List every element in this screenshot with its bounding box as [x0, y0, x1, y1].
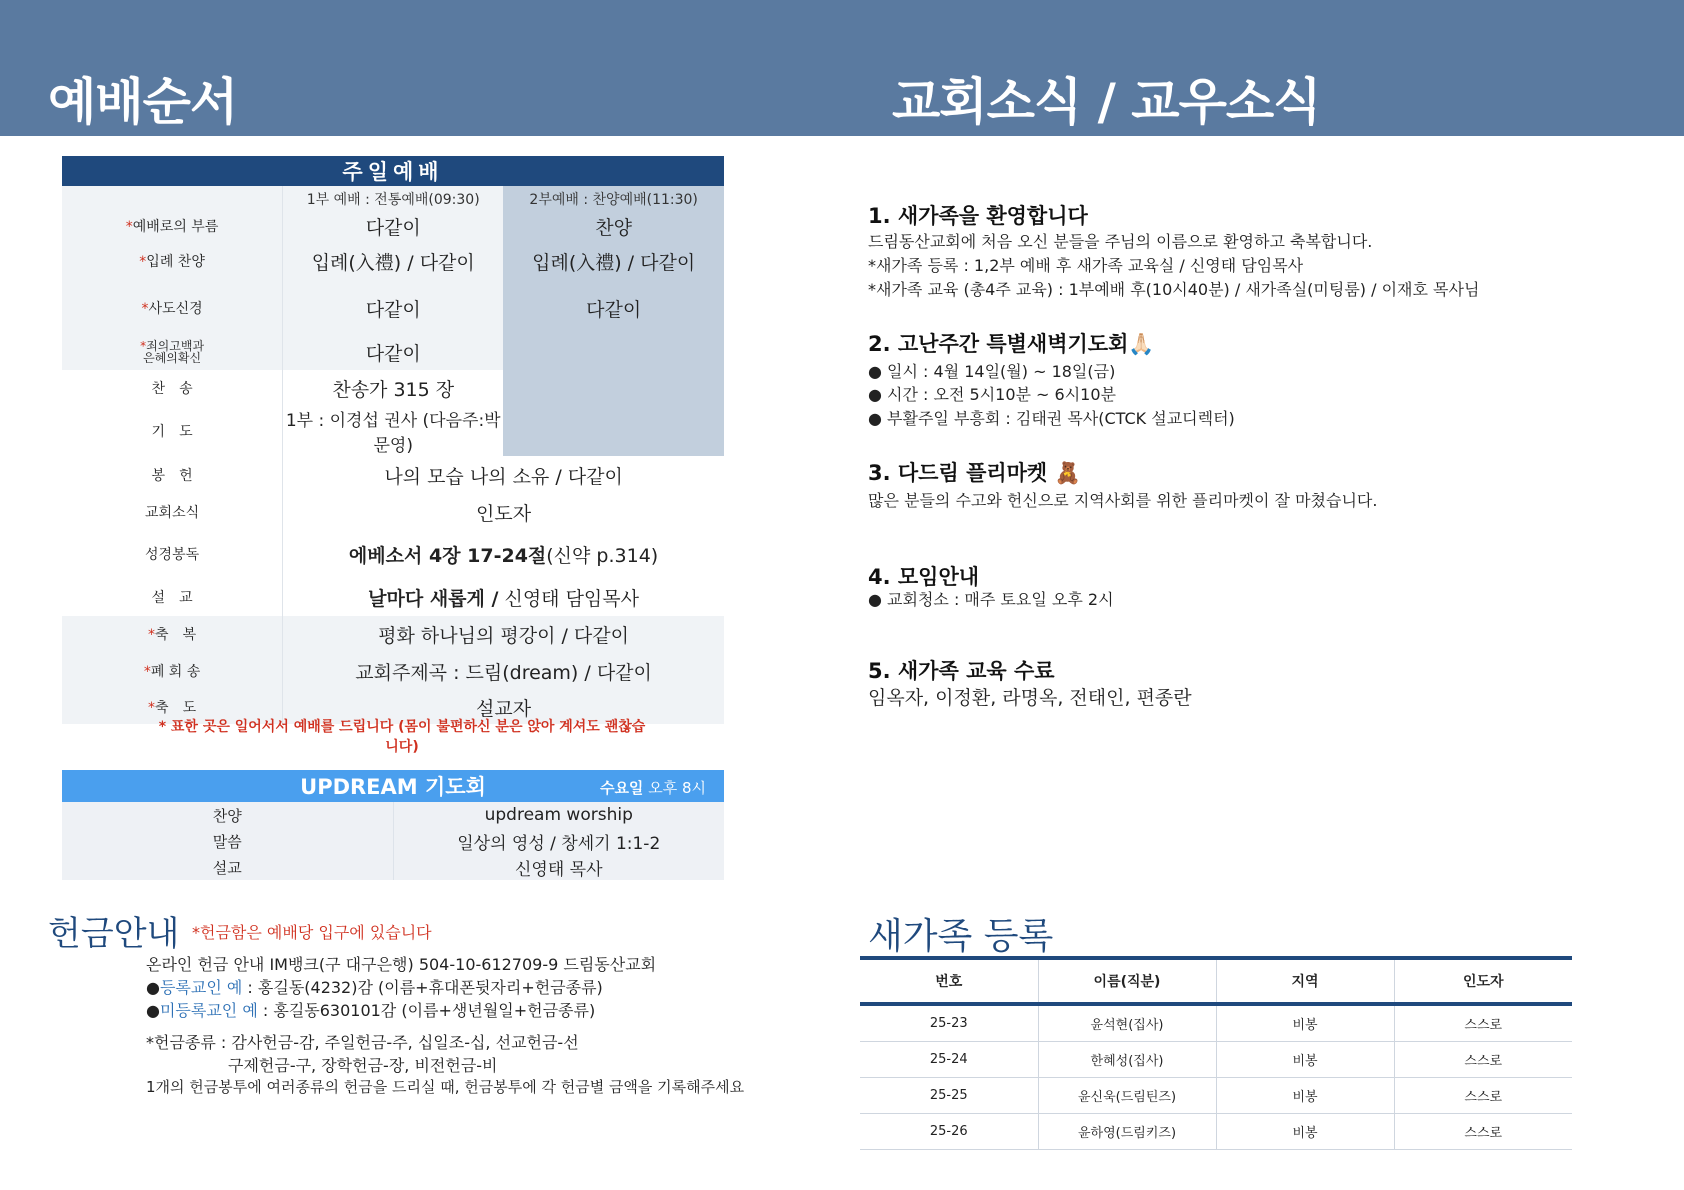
new-family-title: 새가족 등록: [868, 916, 1054, 957]
row-label: 성경봉독: [62, 530, 283, 578]
column-header: 이름(직분): [1038, 958, 1216, 1004]
row-label: *축 도: [62, 690, 283, 724]
row-label: 기 도: [62, 406, 283, 456]
row-label: 설 교: [62, 578, 283, 616]
news3-title: 3. 다드림 플리마켓 🧸: [868, 461, 1081, 485]
updream-row-label: 말씀: [62, 828, 393, 854]
news2-title: 2. 고난주간 특별새벽기도회🙏🏻: [868, 332, 1155, 356]
cell-region: 비봉: [1216, 1042, 1394, 1078]
row-label: *입례 찬양: [62, 240, 283, 282]
cell-guide: 스스로: [1394, 1078, 1572, 1114]
updream-row-label: 찬양: [62, 802, 393, 828]
column-header: 인도자: [1394, 958, 1572, 1004]
table-row: [860, 1078, 1572, 1114]
news1-line: *새가족 등록 : 1,2부 예배 후 새가족 교육실 / 신영태 담임목사: [868, 256, 1304, 275]
sunday-worship-title: 주일예배: [62, 156, 724, 186]
cell-guide: 스스로: [1394, 1114, 1572, 1150]
news1-line: *새가족 교육 (총4주 교육) : 1부예배 후(10시40분) / 새가족실(미팅룸) / 이재호 목사님: [868, 280, 1480, 299]
cell-name: 윤신욱(드림틴즈): [1038, 1078, 1216, 1114]
row-value: 인도자: [283, 494, 724, 530]
cell-number: 25-23: [860, 1004, 1038, 1042]
sunday-worship-table: [62, 156, 724, 724]
table-row: [860, 1004, 1572, 1042]
offering-note: *헌금함은 예배당 입구에 있습니다: [192, 923, 432, 942]
news1-line: 드림동산교회에 처음 오신 분들을 주님의 이름으로 환영하고 축복합니다.: [868, 232, 1373, 251]
cell-region: 비봉: [1216, 1114, 1394, 1150]
row-label: *사도신경: [62, 282, 283, 334]
offering-types-line2: 구제헌금-구, 장학헌금-장, 비전헌금-비: [228, 1056, 498, 1075]
row-value: 에베소서 4장 17-24절(신약 p.314): [283, 530, 724, 578]
cell-region: 비봉: [1216, 1004, 1394, 1042]
row-label: *죄의고백과 은혜의확신: [62, 334, 283, 370]
row-label: 봉 헌: [62, 456, 283, 494]
cell-number: 25-24: [860, 1042, 1038, 1078]
service2-header: 2부예배 : 찬양예배(11:30): [503, 186, 724, 212]
row-value: 설교자: [283, 690, 724, 724]
cell-region: 비봉: [1216, 1078, 1394, 1114]
registered-example: ●등록교인 예 : 홍길동(4232)감 (이름+휴대폰뒷자리+헌금종류): [146, 978, 603, 997]
cell-name: 윤하영(드림키즈): [1038, 1114, 1216, 1150]
online-offering-line: 온라인 헌금 안내 IM뱅크(구 대구은행) 504-10-612709-9 드림동산교회: [146, 955, 657, 974]
news3-line: 많은 분들의 수고와 헌신으로 지역사회를 위한 플리마켓이 잘 마쳤습니다.: [868, 491, 1378, 510]
news4-line: ● 교회청소 : 매주 토요일 오후 2시: [868, 590, 1114, 609]
updream-table: [62, 770, 724, 880]
offering-types-line1: *헌금종류 : 감사헌금-감, 주일헌금-주, 십일조-십, 선교헌금-선: [146, 1033, 579, 1052]
row-label: *예배로의 부름: [62, 212, 283, 240]
updream-row-value: 일상의 영성 / 창세기 1:1-2: [393, 828, 724, 854]
row-value: 평화 하나님의 평강이 / 다같이: [283, 616, 724, 652]
service1-header: 1부 예배 : 전통예배(09:30): [283, 186, 504, 212]
news2-line: ● 시간 : 오전 5시10분 ~ 6시10분: [868, 385, 1116, 404]
row-label: *폐 회 송: [62, 652, 283, 690]
news1-title: 1. 새가족을 환영합니다: [868, 204, 1088, 228]
news2-line: ● 일시 : 4월 14일(월) ~ 18일(금): [868, 362, 1116, 381]
cell-guide: 스스로: [1394, 1004, 1572, 1042]
cell-number: 25-25: [860, 1078, 1038, 1114]
row-value: 교회주제곡 : 드림(dream) / 다같이: [283, 652, 724, 690]
row-value: 다같이: [283, 282, 504, 334]
updream-row-value: updream worship: [393, 802, 724, 828]
header-bar: [0, 0, 1684, 136]
row-value: 입례(入禮) / 다같이: [283, 240, 504, 282]
row-value: 날마다 새롭게 / 신영태 담임목사: [283, 578, 724, 616]
updream-row-value: 신영태 목사: [393, 854, 724, 880]
envelope-note: 1개의 헌금봉투에 여러종류의 헌금을 드리실 때, 헌금봉투에 각 헌금별 금액을 기록해주세요: [146, 1078, 745, 1096]
unregistered-example: ●미등록교인 예 : 홍길동630101감 (이름+생년월일+헌금종류): [146, 1001, 596, 1020]
standing-note: * 표한 곳은 일어서서 예배를 드립니다 (몸이 불편하신 분은 앉아 계셔도 괜찮습니다): [158, 719, 646, 755]
row-label: *축 복: [62, 616, 283, 652]
row-value: 입례(入禮) / 다같이: [503, 240, 724, 282]
row-value: 찬송가 315 장: [283, 370, 504, 406]
cell-number: 25-26: [860, 1114, 1038, 1150]
news5-title: 5. 새가족 교육 수료: [868, 659, 1055, 683]
news5-line: 임옥자, 이정환, 라명옥, 전태인, 편종란: [868, 687, 1192, 709]
row-label: 교회소식: [62, 494, 283, 530]
table-row: [860, 1114, 1572, 1150]
cell-name: 한혜성(집사): [1038, 1042, 1216, 1078]
news4-title: 4. 모임안내: [868, 565, 980, 589]
offering-title: 헌금안내: [48, 914, 180, 954]
row-value: 다같이: [283, 334, 504, 370]
row-value: 나의 모습 나의 소유 / 다같이: [283, 456, 724, 494]
row-value: 다같이: [503, 282, 724, 334]
row-value: 다같이: [283, 212, 504, 240]
news2-line: ● 부활주일 부흥회 : 김태권 목사(CTCK 설교디렉터): [868, 409, 1235, 428]
updream-row-label: 설교: [62, 854, 393, 880]
row-label: 찬 송: [62, 370, 283, 406]
cell-name: 윤석현(집사): [1038, 1004, 1216, 1042]
updream-title: UPDREAM 기도회: [300, 775, 486, 799]
row-value: 1부 : 이경섭 권사 (다음주:박문영): [283, 406, 504, 456]
worship-order-heading: 예배순서: [48, 73, 238, 131]
row-value: 찬양: [503, 212, 724, 240]
table-row: [860, 1042, 1572, 1078]
cell-guide: 스스로: [1394, 1042, 1572, 1078]
updream-header: [62, 770, 724, 802]
column-header: 번호: [860, 958, 1038, 1004]
church-news-heading: 교회소식 / 교우소식: [892, 73, 1321, 131]
column-header: 지역: [1216, 958, 1394, 1004]
new-family-table: [860, 956, 1572, 1150]
updream-time: 수요일 오후 8시: [599, 779, 706, 797]
